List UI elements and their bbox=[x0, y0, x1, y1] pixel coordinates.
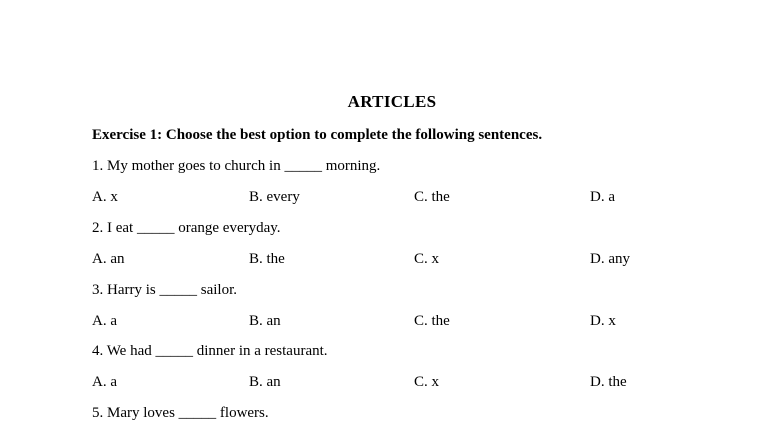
page-title: ARTICLES bbox=[347, 92, 437, 111]
question-2-option-c: C. x bbox=[414, 251, 440, 267]
question-3: 3. Harry is _____ sailor. bbox=[92, 282, 237, 298]
question-1: 1. My mother goes to church in _____ morning. bbox=[92, 158, 381, 174]
question-3-option-d: D. x bbox=[590, 313, 616, 329]
question-4-option-d: D. the bbox=[590, 374, 627, 390]
question-3-option-c: C. the bbox=[414, 313, 450, 329]
question-5: 5. Mary loves _____ flowers. bbox=[92, 405, 269, 421]
question-2: 2. I eat _____ orange everyday. bbox=[92, 220, 281, 236]
question-3-option-b: B. an bbox=[249, 313, 281, 329]
question-2-option-a: A. an bbox=[92, 251, 125, 267]
question-2-option-d: D. any bbox=[590, 251, 630, 267]
question-2-option-b: B. the bbox=[249, 251, 285, 267]
question-1-option-d: D. a bbox=[590, 189, 615, 205]
question-1-option-b: B. every bbox=[249, 189, 300, 205]
question-4-option-c: C. x bbox=[414, 374, 440, 390]
question-3-option-a: A. a bbox=[92, 313, 117, 329]
question-4-option-a: A. a bbox=[92, 374, 117, 390]
question-4-option-b: B. an bbox=[249, 374, 281, 390]
question-1-option-c: C. the bbox=[414, 189, 450, 205]
question-4: 4. We had _____ dinner in a restaurant. bbox=[92, 343, 328, 359]
question-1-option-a: A. x bbox=[92, 189, 118, 205]
exercise-instruction: Exercise 1: Choose the best option to complete the following sentences. bbox=[92, 127, 543, 143]
